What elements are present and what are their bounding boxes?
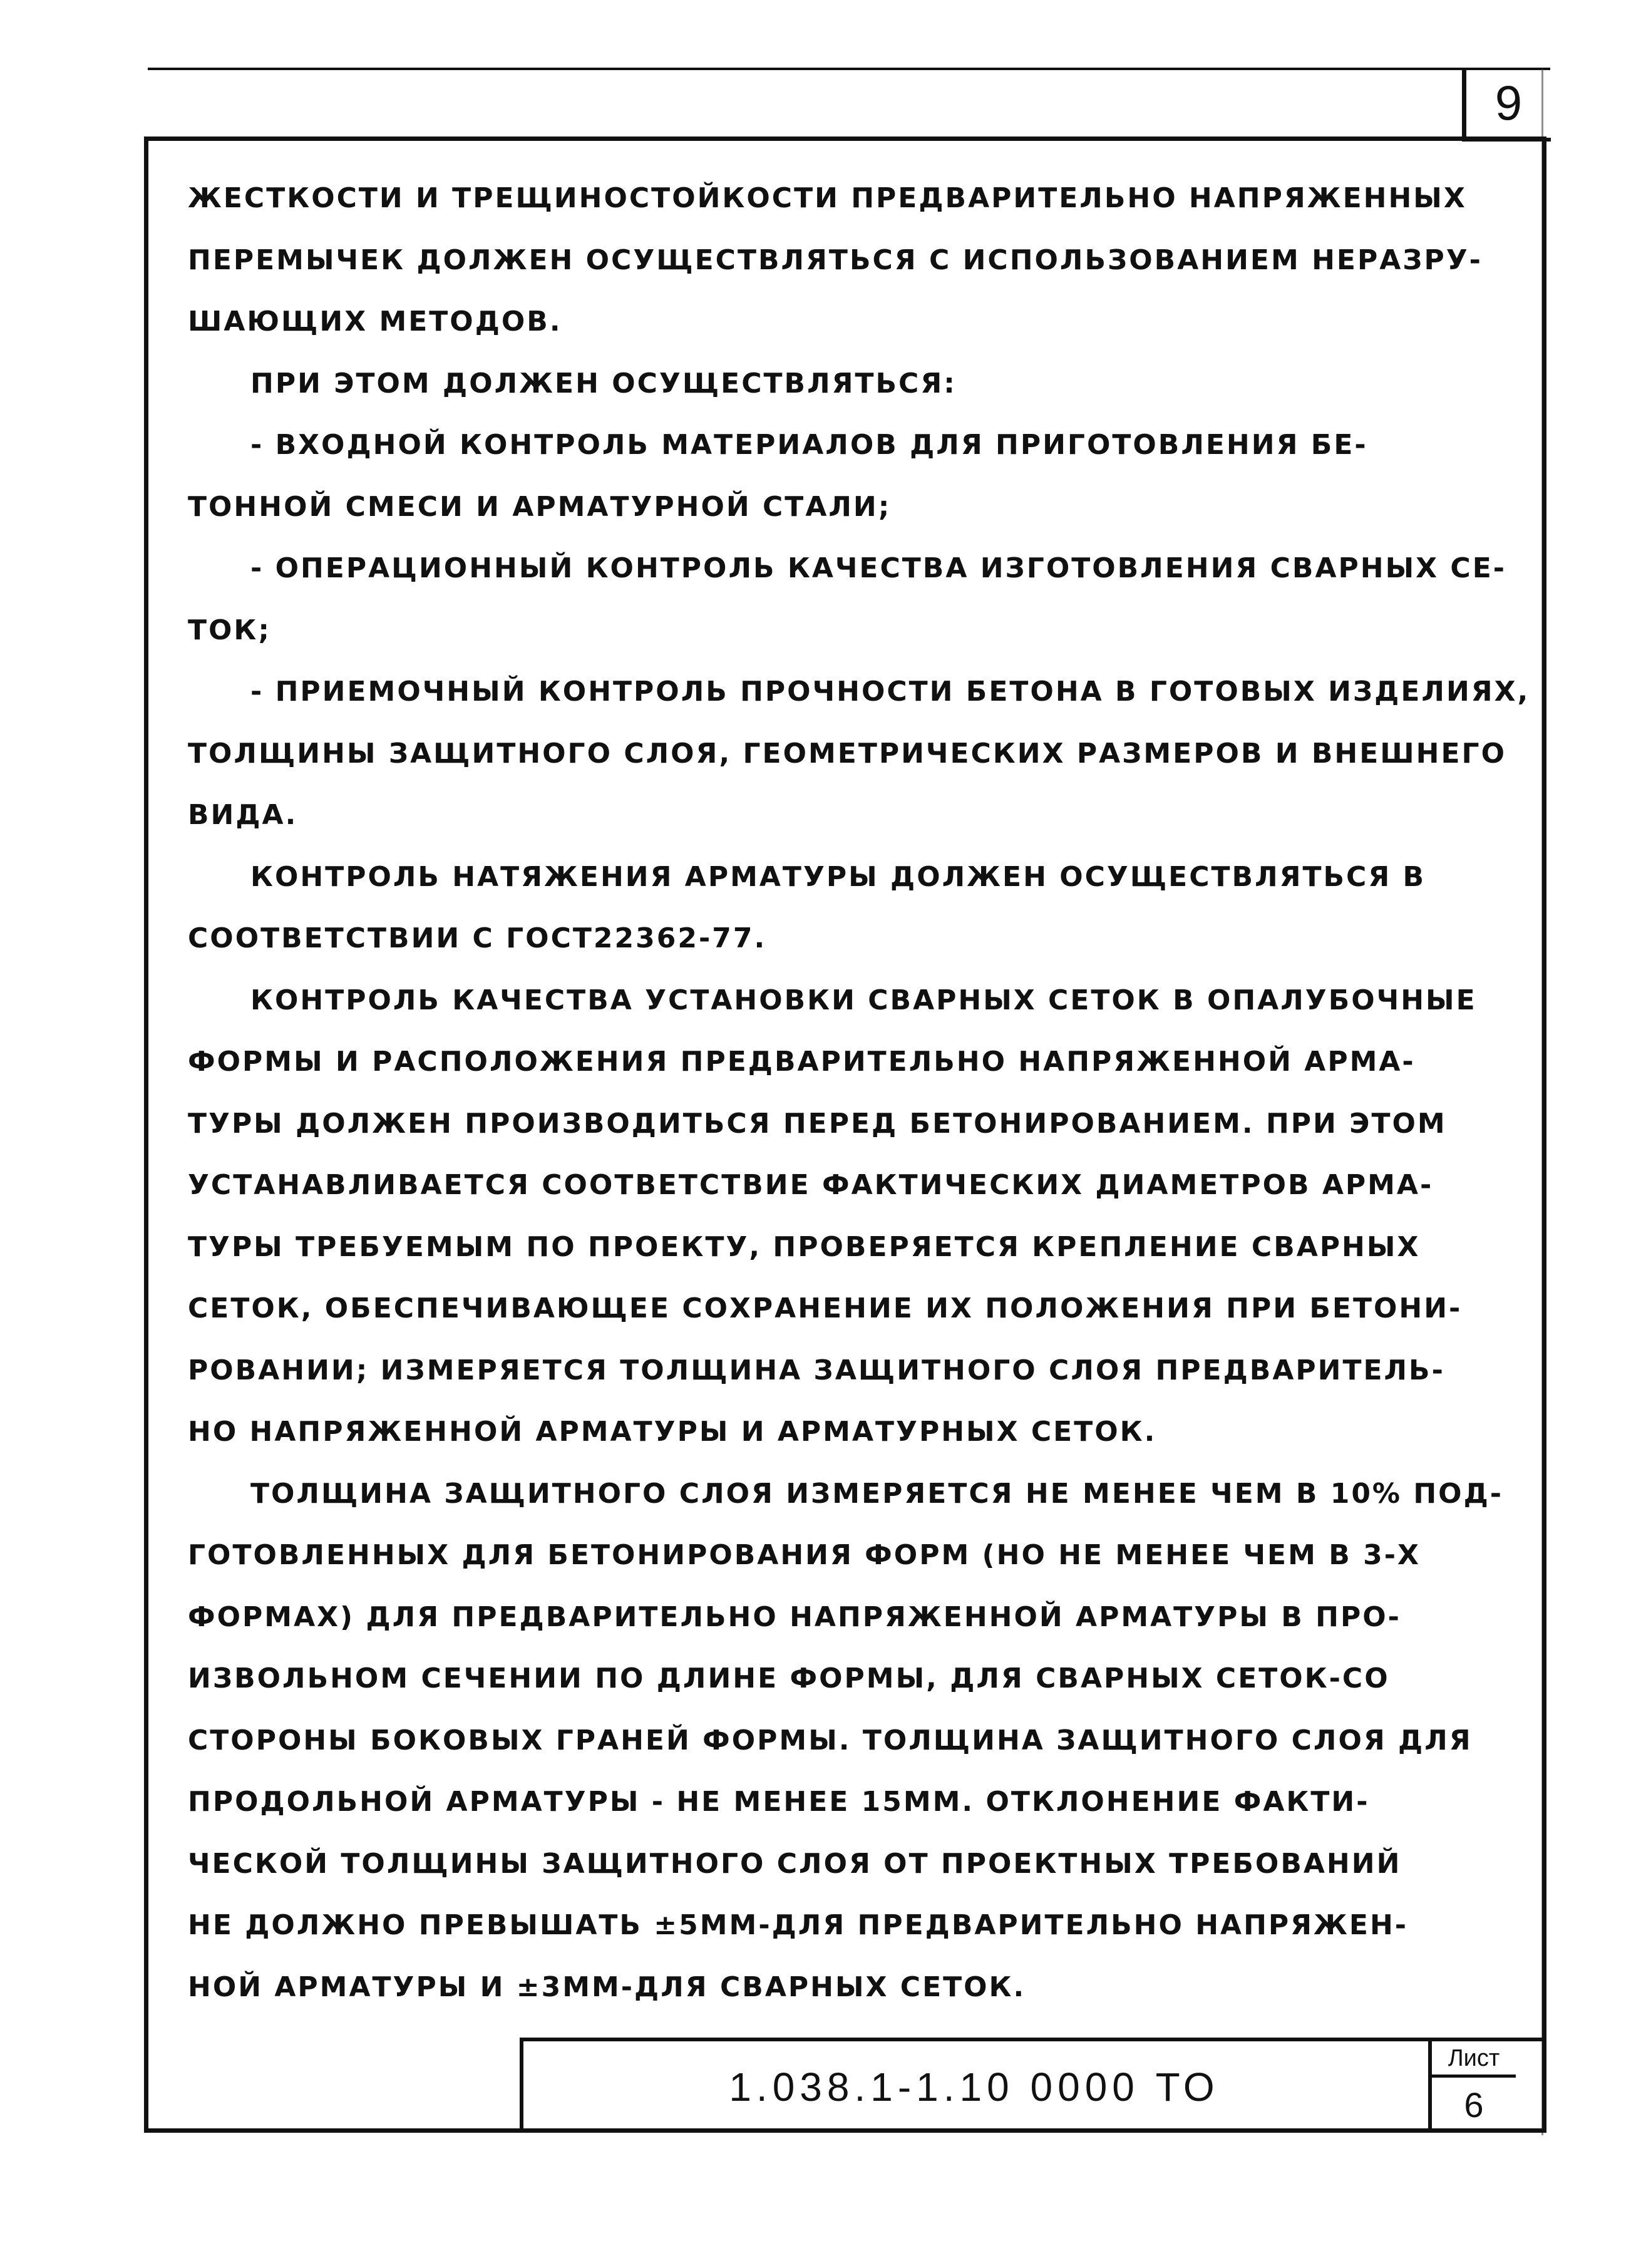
text-line: НО НАПРЯЖЕННОЙ АРМАТУРЫ И АРМАТУРНЫХ СЕТОК. [188,1416,1157,1448]
text-line: - ВХОДНОЙ КОНТРОЛЬ МАТЕРИАЛОВ ДЛЯ ПРИГОТОВЛЕНИЯ БЕ- [250,429,1368,461]
document-code: 1.038.1-1.10 0000 ТО [729,2064,1220,2110]
sheet-number: 6 [1464,2085,1484,2125]
text-line: ТУРЫ ТРЕБУЕМЫМ ПО ПРОЕКТУ, ПРОВЕРЯЕТСЯ КРЕПЛЕНИЕ СВАРНЫХ [188,1230,1421,1263]
text-line: ГОТОВЛЕННЫХ ДЛЯ БЕТОНИРОВАНИЯ ФОРМ (НО НЕ МЕНЕЕ ЧЕМ В 3-Х [188,1539,1421,1571]
text-line: ВИДА. [188,799,298,831]
text-line: НОЙ АРМАТУРЫ И ±3ММ-ДЛЯ СВАРНЫХ СЕТОК. [188,1971,1026,2003]
text-line: ТОННОЙ СМЕСИ И АРМАТУРНОЙ СТАЛИ; [188,490,892,523]
text-line: РОВАНИИ; ИЗМЕРЯЕТСЯ ТОЛЩИНА ЗАЩИТНОГО СЛОЯ ПРЕДВАРИТЕЛЬ- [188,1354,1445,1386]
text-line: ФОРМАХ) ДЛЯ ПРЕДВАРИТЕЛЬНО НАПРЯЖЕННОЙ АРМАТУРЫ В ПРО- [188,1600,1401,1633]
title-block [520,2038,1546,2133]
text-line: ЧЕСКОЙ ТОЛЩИНЫ ЗАЩИТНОГО СЛОЯ ОТ ПРОЕКТНЫХ ТРЕБОВАНИЙ [188,1847,1402,1880]
text-line: НЕ ДОЛЖНО ПРЕВЫШАТЬ ±5ММ-ДЛЯ ПРЕДВАРИТЕЛЬНО НАПРЯЖЕН- [188,1909,1409,1941]
text-line: ЖЕСТКОСТИ И ТРЕЩИНОСТОЙКОСТИ ПРЕДВАРИТЕЛЬНО НАПРЯЖЕННЫХ [188,182,1467,214]
text-line: - ПРИЕМОЧНЫЙ КОНТРОЛЬ ПРОЧНОСТИ БЕТОНА В ГОТОВЫХ ИЗДЕЛИЯХ, [250,676,1530,708]
text-line: ПРОДОЛЬНОЙ АРМАТУРЫ - НЕ МЕНЕЕ 15ММ. ОТКЛОНЕНИЕ ФАКТИ- [188,1786,1370,1818]
page-number: 9 [1462,68,1551,142]
text-line: ТУРЫ ДОЛЖЕН ПРОИЗВОДИТЬСЯ ПЕРЕД БЕТОНИРОВАНИЕМ. ПРИ ЭТОМ [188,1107,1447,1140]
text-line: ПРИ ЭТОМ ДОЛЖЕН ОСУЩЕСТВЛЯТЬСЯ: [250,367,957,399]
text-line: ТОЛЩИНА ЗАЩИТНОГО СЛОЯ ИЗМЕРЯЕТСЯ НЕ МЕНЕЕ ЧЕМ В 10% ПОД- [250,1477,1504,1510]
sheet-cell [1428,2041,1516,2133]
text-line: ШАЮЩИХ МЕТОДОВ. [188,306,562,338]
text-line: ИЗВОЛЬНОМ СЕЧЕНИИ ПО ДЛИНЕ ФОРМЫ, ДЛЯ СВАРНЫХ СЕТОК-СО [188,1662,1390,1694]
top-rule [148,68,1550,70]
text-line: ФОРМЫ И РАСПОЛОЖЕНИЯ ПРЕДВАРИТЕЛЬНО НАПРЯЖЕННОЙ АРМА- [188,1046,1416,1078]
text-line: КОНТРОЛЬ НАТЯЖЕНИЯ АРМАТУРЫ ДОЛЖЕН ОСУЩЕСТВЛЯТЬСЯ В [250,860,1426,893]
sheet-label: Лист [1432,2041,1516,2078]
text-line: СТОРОНЫ БОКОВЫХ ГРАНЕЙ ФОРМЫ. ТОЛЩИНА ЗАЩИТНОГО СЛОЯ ДЛЯ [188,1724,1473,1756]
body-text [188,168,1530,2018]
text-line: КОНТРОЛЬ КАЧЕСТВА УСТАНОВКИ СВАРНЫХ СЕТОК В ОПАЛУБОЧНЫЕ [250,984,1477,1016]
text-line: ПЕРЕМЫЧЕК ДОЛЖЕН ОСУЩЕСТВЛЯТЬСЯ С ИСПОЛЬЗОВАНИЕМ НЕРАЗРУ- [188,244,1483,276]
text-line: УСТАНАВЛИВАЕТСЯ СООТВЕТСТВИЕ ФАКТИЧЕСКИХ ДИАМЕТРОВ АРМА- [188,1169,1434,1201]
text-line: - ОПЕРАЦИОННЫЙ КОНТРОЛЬ КАЧЕСТВА ИЗГОТОВЛЕНИЯ СВАРНЫХ СЕ- [250,552,1507,584]
text-line: СООТВЕТСТВИИ С ГОСТ22362-77. [188,922,767,954]
text-line: СЕТОК, ОБЕСПЕЧИВАЮЩЕЕ СОХРАНЕНИЕ ИХ ПОЛОЖЕНИЯ ПРИ БЕТОНИ- [188,1292,1463,1324]
text-line: ТОК; [188,614,271,646]
text-line: ТОЛЩИНЫ ЗАЩИТНОГО СЛОЯ, ГЕОМЕТРИЧЕСКИХ РАЗМЕРОВ И ВНЕШНЕГО [188,737,1506,770]
